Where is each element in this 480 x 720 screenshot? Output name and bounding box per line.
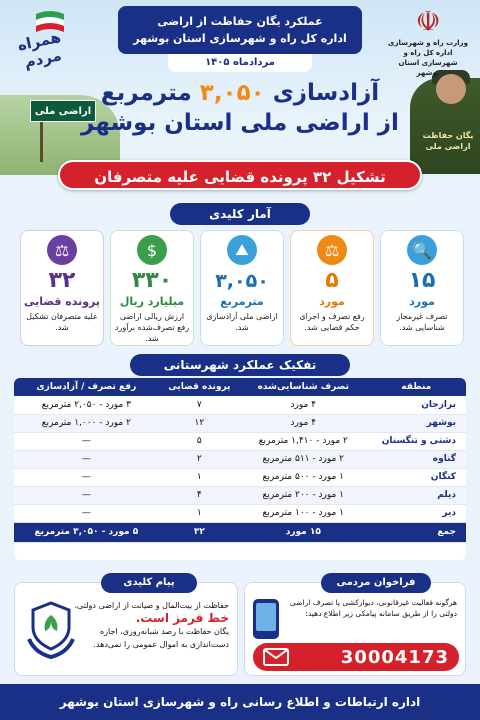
ranger-head	[436, 74, 466, 104]
cell-removed: ۲ مورد - ۱,۰۰۰ مترمربع	[14, 414, 159, 432]
cell-total-cases: ۳۲	[159, 522, 240, 542]
key-message-line1: حفاظت از بیت‌المال و صیانت از اراضی دولتی،	[74, 601, 229, 610]
stat-desc: تصرف غیرمجاز شناسایی شد.	[396, 312, 448, 332]
search-document-icon: 🔍	[407, 235, 437, 265]
headline-prefix: آزادسازی	[272, 80, 380, 106]
cell-identified: ۲ مورد - ۵۱۱ مترمربع	[240, 450, 367, 468]
cell-identified: ۱ مورد - ۲۰۰ مترمربع	[240, 486, 367, 504]
cell-total-identified: ۱۵ مورد	[240, 522, 367, 542]
stat-desc: رفع تصرف و اجرای حکم قضایی شد.	[299, 312, 365, 332]
cell-cases: ۵	[159, 432, 240, 450]
stat-card-cases	[20, 230, 104, 346]
stat-value: ۳,۰۵۰	[215, 270, 269, 292]
cell-removed: —	[14, 504, 159, 522]
cell-region: بوشهر	[367, 414, 466, 432]
cell-region: گناوه	[367, 450, 466, 468]
headline-number: ۳,۰۵۰	[199, 80, 265, 106]
sms-number: 30004173	[340, 646, 449, 668]
ranger-badge: یگان حفاظت اراضی ملی	[422, 131, 474, 151]
col-identified: تصرف شناسایی‌شده	[240, 378, 367, 396]
footer: اداره ارتباطات و اطلاع رسانی راه و شهرسازی استان بوشهر	[0, 684, 480, 720]
sms-number-bar[interactable]	[253, 643, 459, 671]
table-row	[14, 468, 466, 486]
headline-line1	[62, 78, 418, 108]
slogan-text: همراه مردم	[15, 27, 63, 72]
col-cases: پرونده قضایی	[159, 378, 240, 396]
header-title-box	[118, 6, 362, 54]
table-header-row	[14, 378, 466, 396]
report-date: مردادماه ۱۴۰۵	[168, 54, 312, 72]
envelope-icon	[263, 648, 289, 666]
table-row	[14, 414, 466, 432]
stat-desc: ارزش ریالی اراضی رفع تصرف‌شده برآورد شد.	[114, 312, 190, 343]
stat-desc: اراضی ملی آزادسازی شد.	[206, 312, 278, 332]
scales-icon: ⚖	[47, 235, 77, 265]
stat-value: ۳۳۰	[131, 268, 173, 293]
county-table	[14, 378, 466, 560]
headline	[62, 78, 418, 138]
table-row	[14, 450, 466, 468]
land-icon: ⛰	[227, 235, 257, 265]
cell-identified: ۲ مورد - ۱,۴۱۰ مترمربع	[240, 432, 367, 450]
cell-region: دشتی و تنگستان	[367, 432, 466, 450]
table-row	[14, 432, 466, 450]
cell-region: کنگان	[367, 468, 466, 486]
stat-desc: علیه متصرفان تشکیل شد.	[26, 312, 98, 332]
stats-section-title: آمار کلیدی	[170, 203, 310, 225]
public-call-text: هرگونه فعالیت غیرقانونی، دیوارکشی یا تصرف اراضی دولتی را از طریق سامانه پیامکی زیر اطلاع دهید:	[289, 598, 457, 618]
cell-identified: ۴ مورد	[240, 414, 367, 432]
cell-cases: ۲	[159, 450, 240, 468]
performance-table	[14, 378, 466, 543]
stat-value: ۳۲	[48, 268, 76, 293]
col-region: منطقه	[367, 378, 466, 396]
phone-screen	[256, 603, 276, 631]
stat-card-removed	[290, 230, 374, 346]
cell-identified: ۴ مورد	[240, 396, 367, 414]
public-call-box	[244, 577, 466, 676]
key-message-text	[73, 599, 229, 651]
cell-identified: ۱ مورد - ۵۰۰ مترمربع	[240, 468, 367, 486]
key-message-box	[14, 577, 238, 676]
ministry-office: اداره کل راه و شهرسازی استان بوشهر	[398, 49, 458, 77]
cell-cases: ۴	[159, 486, 240, 504]
cell-cases: ۱۲	[159, 414, 240, 432]
cell-removed: —	[14, 432, 159, 450]
stat-value: ۵	[325, 268, 339, 293]
iran-emblem-icon: ☫	[415, 5, 441, 38]
table-row	[14, 486, 466, 504]
ministry-name: وزارت راه و شهرسازی	[388, 39, 468, 47]
cell-cases: ۱	[159, 504, 240, 522]
public-call-title: فراخوان مردمی	[321, 573, 431, 593]
stat-unit: پرونده قضایی	[23, 295, 101, 308]
stat-value: ۱۵	[408, 268, 436, 293]
stat-unit: مورد	[409, 295, 435, 308]
cell-removed: —	[14, 486, 159, 504]
table-row	[14, 504, 466, 522]
sign-pole	[40, 122, 43, 162]
key-message-line2: یگان حفاظت با رصد شبانه‌روزی، اجازه دست‌اندازی به اموال عمومی را نمی‌دهد.	[93, 627, 229, 649]
header-title-line1: عملکرد یگان حفاظت از اراضی	[157, 15, 323, 28]
cell-removed: ۳ مورد - ۲,۰۵۰ مترمربع	[14, 396, 159, 414]
table-row	[14, 396, 466, 414]
headline-line2: از اراضی ملی استان بوشهر	[81, 110, 399, 136]
cell-region: دیلم	[367, 486, 466, 504]
gavel-icon: ⚖	[317, 235, 347, 265]
land-sign: اراضی ملی	[30, 100, 96, 122]
stat-card-area	[200, 230, 284, 346]
cell-region: دیر	[367, 504, 466, 522]
stat-unit: میلیارد ریال	[119, 295, 185, 308]
table-total-row	[14, 522, 466, 542]
slogan-logo	[6, 6, 76, 76]
stat-unit: مترمربع	[220, 295, 264, 308]
cell-identified: ۱ مورد - ۱۰۰ مترمربع	[240, 504, 367, 522]
money-icon: $	[137, 235, 167, 265]
cell-total-label: جمع	[367, 522, 466, 542]
key-message-highlight: خط قرمز است.	[135, 611, 229, 625]
stat-unit: مورد	[319, 295, 345, 308]
key-message-title: پیام کلیدی	[101, 573, 197, 593]
table-section-title: تفکیک عملکرد شهرستانی	[130, 354, 350, 376]
cell-cases: ۱	[159, 468, 240, 486]
col-removed: رفع تصرف / آزادسازی	[14, 378, 159, 396]
ministry-logo	[388, 6, 468, 78]
cell-removed: —	[14, 468, 159, 486]
stat-card-identified	[380, 230, 464, 346]
shield-hands-icon	[25, 599, 77, 661]
header-title-line2: اداره کل راه و شهرسازی استان بوشهر	[133, 32, 347, 45]
cell-cases: ۷	[159, 396, 240, 414]
headline-suffix: مترمربع	[100, 80, 192, 106]
judicial-cases-banner: تشکیل ۳۲ پرونده قضایی علیه متصرفان	[58, 160, 422, 190]
cell-region: برازجان	[367, 396, 466, 414]
cell-removed: —	[14, 450, 159, 468]
stat-card-value	[110, 230, 194, 346]
cell-total-removed: ۵ مورد - ۳,۰۵۰ مترمربع	[14, 522, 159, 542]
